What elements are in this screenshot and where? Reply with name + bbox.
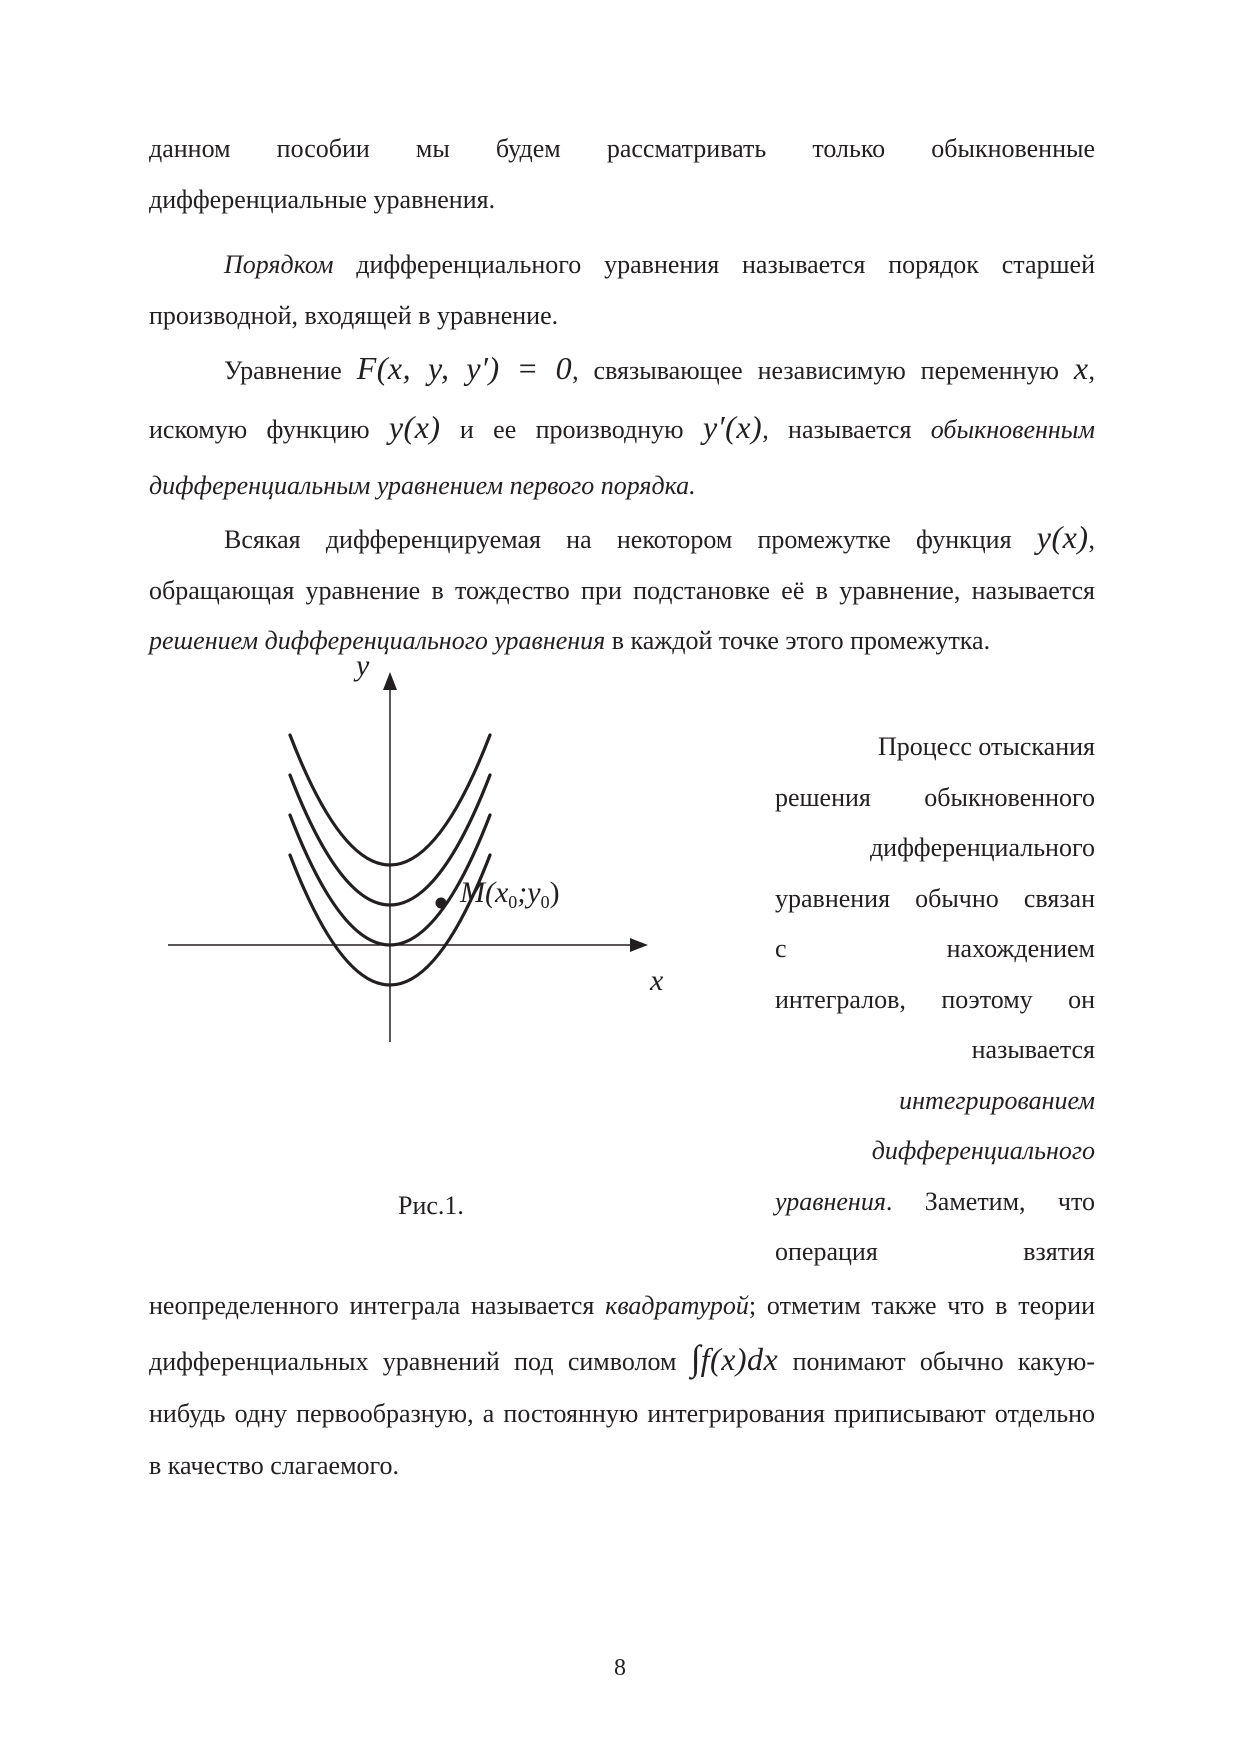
figure-caption: Рис.1. <box>398 1191 464 1220</box>
side-line-9-term: дифференциального <box>871 1136 1095 1165</box>
side-line-1: Процесс отыскания <box>877 732 1095 761</box>
intro-line-2: дифференциальные уравнения. <box>149 184 496 214</box>
term-ordinary-de-first-order: обыкновенным дифференциальным уравнением первого порядка. <box>149 415 1095 500</box>
integral-sign: ∫ <box>690 1338 701 1378</box>
text-fragment: Всякая дифференцируемая на некотором промежутке функция <box>224 525 1037 554</box>
figure-integral-curves <box>160 649 760 1200</box>
integral-expression: f(x)dx <box>700 1341 779 1377</box>
paragraph-intro <box>149 124 1095 225</box>
side-line-2: решения обыкновенного <box>775 782 1095 812</box>
point-M-label: $M(x_0;y_0)$ <box>460 876 560 912</box>
side-line-11: операция взятия <box>775 1237 1095 1266</box>
y-axis-label: y <box>356 649 370 682</box>
intro-line-1: данном пособии мы будем рассматривать только обыкновенные <box>149 134 1095 163</box>
side-line-10 <box>775 1177 1095 1228</box>
side-line-4: уравнения обычно связан <box>775 883 1095 913</box>
text-fragment: , обращающая уравнение в тождество при подстановке её в уравнение, называется <box>149 525 1095 605</box>
side-line-3: дифференциального <box>869 833 1095 862</box>
side-line-7: называется <box>971 1035 1095 1064</box>
text-fragment: и ее производную <box>440 415 703 444</box>
paragraph-first-order-equation <box>149 340 1095 514</box>
text-fragment: , называется <box>762 415 931 444</box>
equation-F: F(x, y, y′) = 0 <box>356 350 573 386</box>
term-quadrature: квадратурой <box>605 1291 749 1320</box>
paragraph-quadrature <box>149 1280 1095 1492</box>
text-fragment: , связывающее независимую переменную <box>572 356 1074 385</box>
paragraph-solution-definition <box>149 512 1095 667</box>
x-axis-label: x <box>650 964 664 997</box>
derivative-y-prime: y′(x) <box>702 409 763 445</box>
term-equation: уравнения <box>775 1186 886 1216</box>
side-text-column <box>775 722 1095 1278</box>
order-definition-text: дифференциального уравнения называется порядок старшей производной, входящей в уравнение. <box>149 250 1095 330</box>
text-fragment: неопределенного интеграла называется <box>149 1291 606 1320</box>
text-fragment: Уравнение <box>224 356 357 385</box>
function-y-of-x: y(x) <box>1036 519 1089 555</box>
y-axis-arrow <box>383 672 397 690</box>
text-fragment: . Заметим, что <box>885 1186 1095 1216</box>
paragraph-order-definition <box>149 240 1095 341</box>
text-fragment: понимают обычно какую-нибудь одну первообразную, а постоянную интегрирования приписывают отдельно в качество слагаемого. <box>149 1347 1096 1480</box>
function-y-of-x: y(x) <box>388 409 441 445</box>
side-line-5: с нахождением <box>775 934 1095 963</box>
x-axis-arrow <box>630 938 648 952</box>
side-line-8-term: интегрированием <box>899 1085 1095 1115</box>
variable-x: x <box>1073 350 1089 386</box>
side-line-6: интегралов, поэтому он <box>775 984 1095 1014</box>
text-fragment: , искомую функцию <box>149 356 1096 444</box>
text-fragment: ; отметим также что в теории дифференциальных уравнений под символом <box>149 1291 1095 1376</box>
term-order: Порядком <box>224 250 334 279</box>
text-fragment: в каждой точке этого промежутка. <box>605 626 991 655</box>
point-M <box>436 898 447 909</box>
page-number: 8 <box>614 1655 626 1681</box>
term-solution-de: решением дифференциального уравнения <box>149 626 606 655</box>
